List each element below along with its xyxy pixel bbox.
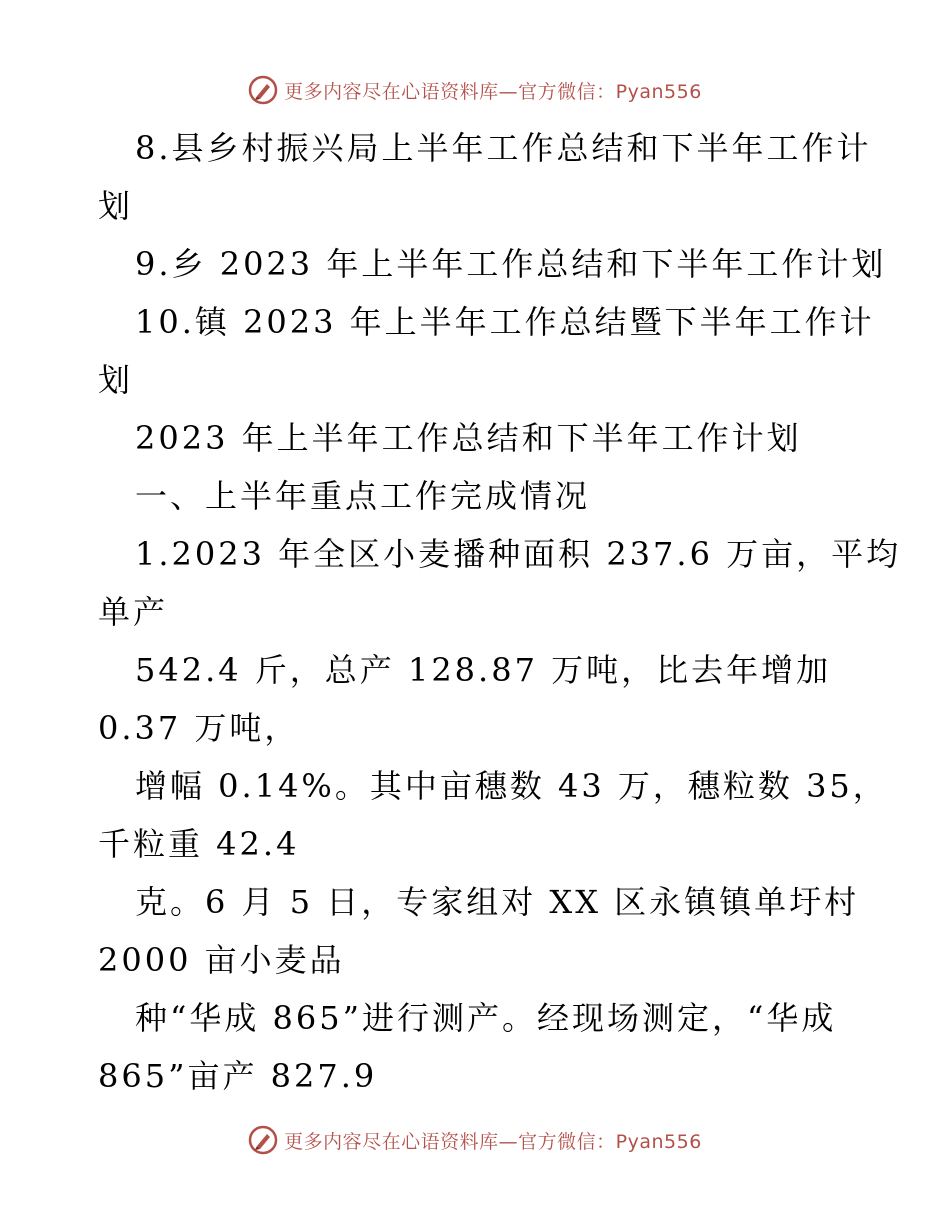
body-line: 865”亩产 827.9: [98, 1057, 378, 1095]
body-line: 增幅 0.14%。其中亩穗数 43 万，穗粒数 35，: [135, 767, 888, 805]
body-line: 克。6 月 5 日，专家组对 XX 区永镇镇单圩村: [135, 883, 860, 921]
footer-banner-text: 更多内容尽在心语资料库—官方微信：Pyan556: [284, 1130, 702, 1153]
footer-banner: [0, 1120, 950, 1160]
header-banner: [0, 70, 950, 110]
body-line: 单产: [98, 593, 169, 631]
body-line: 千粒重 42.4: [98, 825, 300, 863]
body-line: 10.镇 2023 年上半年工作总结暨下半年工作计: [135, 303, 875, 341]
pen-logo-icon: [248, 1125, 278, 1155]
body-line: 2000 亩小麦品: [98, 941, 345, 979]
header-banner-text: 更多内容尽在心语资料库—官方微信：Pyan556: [284, 80, 702, 103]
body-line: 一、上半年重点工作完成情况: [135, 477, 591, 515]
body-line: 划: [98, 187, 134, 225]
body-line: 划: [98, 361, 134, 399]
body-line: 542.4 斤，总产 128.87 万吨，比去年增加: [135, 651, 832, 689]
body-line: 种“华成 865”进行测产。经现场测定，“华成: [135, 999, 837, 1037]
body-line: 0.37 万吨，: [98, 709, 300, 747]
body-line: 9.乡 2023 年上半年工作总结和下半年工作计划: [135, 245, 887, 283]
body-line: 8.县乡村振兴局上半年工作总结和下半年工作计: [135, 129, 872, 167]
body-line: 1.2023 年全区小麦播种面积 237.6 万亩，平均: [135, 535, 902, 573]
pen-logo-icon: [248, 75, 278, 105]
body-line: 2023 年上半年工作总结和下半年工作计划: [135, 419, 802, 457]
